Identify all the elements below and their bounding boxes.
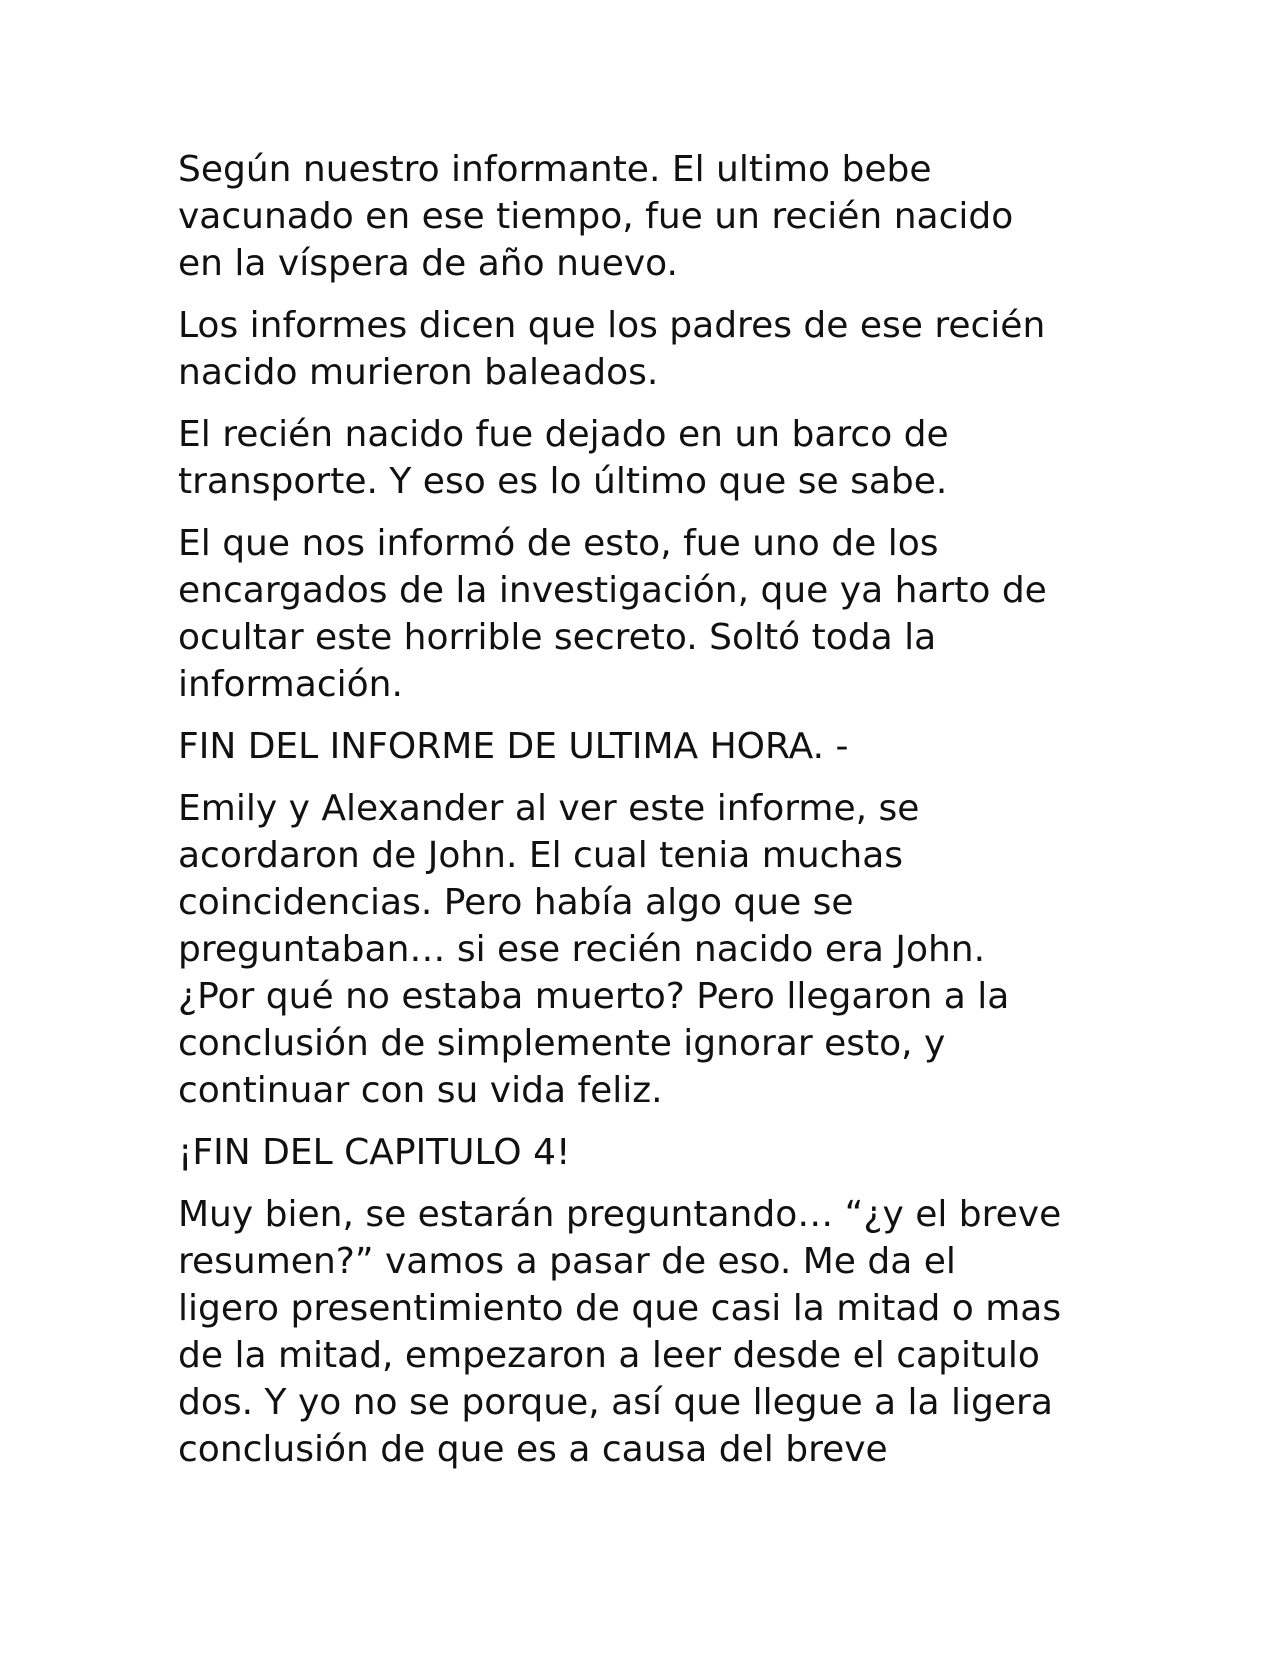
paragraph-6 [178, 785, 1118, 1114]
text-line: ocultar este horrible secreto. Soltó toda la [178, 617, 937, 658]
text-line: encargados de la investigación, que ya harto de [178, 570, 1047, 611]
text-line: acordaron de John. El cual tenia muchas [178, 835, 904, 876]
paragraph-8 [178, 1191, 1118, 1473]
text-line: nacido murieron baleados. [178, 352, 659, 393]
chapter-end-heading [178, 1129, 1118, 1176]
report-end-heading [178, 723, 1118, 770]
text-line: dos. Y yo no se porque, así que llegue a la ligera [178, 1382, 1053, 1423]
text-line: información. [178, 664, 403, 705]
paragraph-3 [178, 411, 1118, 505]
text-line: continuar con su vida feliz. [178, 1070, 663, 1111]
text-line: transporte. Y eso es lo último que se sabe. [178, 461, 948, 502]
text-line: El que nos informó de esto, fue uno de los [178, 523, 939, 564]
paragraph-4 [178, 520, 1118, 708]
document-page [178, 146, 1118, 1488]
text-line: Emily y Alexander al ver este informe, se [178, 788, 920, 829]
text-line: preguntaban… si ese recién nacido era John. [178, 929, 986, 970]
text-line: ¡FIN DEL CAPITULO 4! [178, 1132, 571, 1173]
paragraph-2 [178, 302, 1118, 396]
text-line: ¿Por qué no estaba muerto? Pero llegaron a la [178, 976, 1010, 1017]
text-line: vacunado en ese tiempo, fue un recién nacido [178, 196, 1014, 237]
text-line: conclusión de que es a causa del breve [178, 1429, 888, 1470]
text-line: Según nuestro informante. El ultimo bebe [178, 149, 932, 190]
paragraph-1 [178, 146, 1118, 287]
text-line: de la mitad, empezaron a leer desde el capitulo [178, 1335, 1040, 1376]
text-line: Los informes dicen que los padres de ese recién [178, 305, 1046, 346]
text-line: coincidencias. Pero había algo que se [178, 882, 854, 923]
text-line: en la víspera de año nuevo. [178, 243, 678, 284]
text-line: ligero presentimiento de que casi la mitad o mas [178, 1288, 1062, 1329]
text-line: El recién nacido fue dejado en un barco de [178, 414, 949, 455]
text-line: conclusión de simplemente ignorar esto, y [178, 1023, 946, 1064]
text-line: Muy bien, se estarán preguntando… “¿y el breve [178, 1194, 1062, 1235]
text-line: resumen?” vamos a pasar de eso. Me da el [178, 1241, 956, 1282]
text-line: FIN DEL INFORME DE ULTIMA HORA. - [178, 726, 849, 767]
